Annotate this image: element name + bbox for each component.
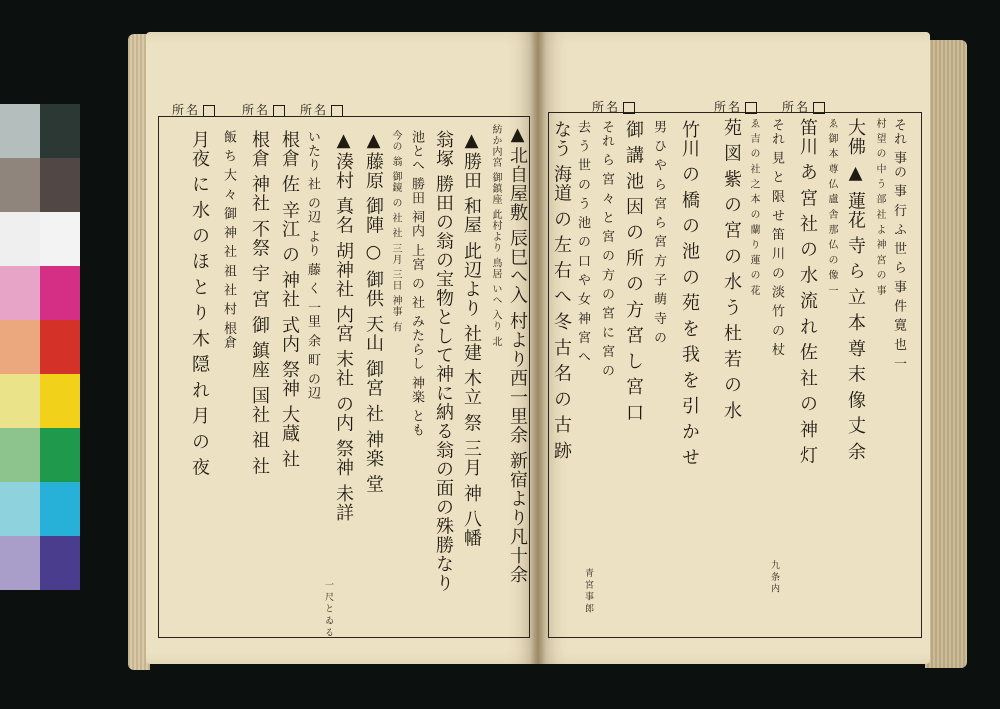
right-column: 村 望 の 中 う 部 社 よ 神 宮 の 事: [874, 118, 885, 296]
right-column: それ 見 と 限 せ 笛 川 の 淡 竹 の 杖: [769, 118, 784, 357]
swatch-right: [40, 374, 80, 428]
swatch-left: [0, 482, 40, 536]
right-column: 去 う 世 の う 池 の 口 や 女 神 宮 へ: [575, 120, 590, 364]
left-header-3: 所名: [300, 101, 343, 118]
right-column: それ 事の 事 行 ふ 世 ら 事 件 寛 也 一: [891, 118, 906, 371]
left-column: 紡か内宮 御鎮座 此村より 鳥居 いへ 入り 北: [490, 124, 501, 348]
swatch-right: [40, 266, 80, 320]
swatch-right: [40, 536, 80, 590]
right-column: ゑ 吉 の 社 之 本 の 蘭 り 蓮 の 花: [748, 118, 759, 296]
left-header-1: 所名: [172, 101, 215, 118]
right-header-1: 所名: [592, 98, 635, 115]
left-page-note: 一 尺 と ゐ る: [323, 580, 333, 637]
left-column: 飯 ち 大 々 御 神 社 祖 社 村 根倉: [221, 130, 236, 350]
book-gutter: [530, 32, 546, 664]
right-page-note-mid: 九 条 内: [769, 560, 779, 593]
swatch-left: [0, 374, 40, 428]
right-column: なう 海道 の 左 右 へ 冬 古 名 の 古 跡: [551, 120, 572, 460]
swatch-right: [40, 320, 80, 374]
left-column: ▲北自屋敷 辰巳へ入 村より西一里余 新宿より凡十余: [507, 124, 528, 585]
right-column: ゑ 御 本 尊 仏 盧 舎 那 仏 の 像 一: [826, 118, 837, 296]
right-page-edge: [925, 40, 967, 668]
left-column: ▲藤原 御陣 ○ 御供 天山 御宮 社 神楽 堂: [363, 130, 384, 494]
swatch-right: [40, 428, 80, 482]
swatch-right: [40, 158, 80, 212]
right-column: それ ら 宮 々 と 宮 の 方 の 宮 に 宮 の: [599, 120, 614, 378]
left-column: 翁塚 勝田の翁の宝物として神に納る翁の面の殊勝なり: [433, 130, 454, 593]
right-column: 竹川 の 橋 の 池 の 苑 を 我 を 引 か せ: [679, 120, 700, 467]
right-column: 男 ひ や ら 宮 ら 宮 方 子 萌 寺 の: [651, 120, 666, 345]
right-column: 笛川 あ 宮 社 の 水 流 れ 佐 社 の 神 灯: [797, 118, 818, 465]
swatch-left: [0, 266, 40, 320]
left-column: 根倉 神社 不祭 宇 宮 御 鎮座 国社 祖 社: [249, 130, 270, 476]
swatch-right: [40, 482, 80, 536]
left-header-2: 所名: [242, 101, 285, 118]
left-column: 今の 翁 御鏡 の 社 社 三月 三日 神事 有: [390, 130, 401, 333]
swatch-left: [0, 104, 40, 158]
right-column: 大佛 ▲ 蓮花 寺 ら 立 本 尊 末 像 丈 余: [845, 118, 866, 461]
right-column: 御 講 池 因 の 所 の 方 宮 し 宮 口: [623, 120, 644, 422]
left-column: 池とへ 勝田 祠内 上宮 の 社 みたらし 神楽 とも: [409, 130, 424, 438]
right-page-note: 青 宮 事 郎: [583, 568, 593, 613]
right-column: 苑 図 紫 の 宮 の 水 う 杜 若 の 水: [721, 118, 742, 420]
right-header-3: 所名: [782, 98, 825, 115]
swatch-right: [40, 104, 80, 158]
color-calibration-strip: [0, 104, 80, 590]
swatch-left: [0, 428, 40, 482]
swatch-right: [40, 212, 80, 266]
swatch-left: [0, 158, 40, 212]
swatch-left: [0, 536, 40, 590]
left-column: ▲勝田 和屋 此辺より 社建 木立 祭 三月 神 八幡: [461, 130, 482, 548]
left-column: いたり 社 の辺 より 藤 く 一里 余 町 の辺: [305, 130, 320, 401]
left-column: ▲湊村 真名 胡神社 内宮 末社 の内 祭神 未詳: [333, 130, 354, 523]
swatch-left: [0, 212, 40, 266]
left-column: 根倉 佐 辛江 の 神社 式内 祭神 大蔵 社: [279, 130, 300, 469]
swatch-left: [0, 320, 40, 374]
right-header-2: 所名: [714, 98, 757, 115]
left-column: 月夜 に 水 の ほ と り 木 隠 れ 月 の 夜: [189, 130, 210, 477]
